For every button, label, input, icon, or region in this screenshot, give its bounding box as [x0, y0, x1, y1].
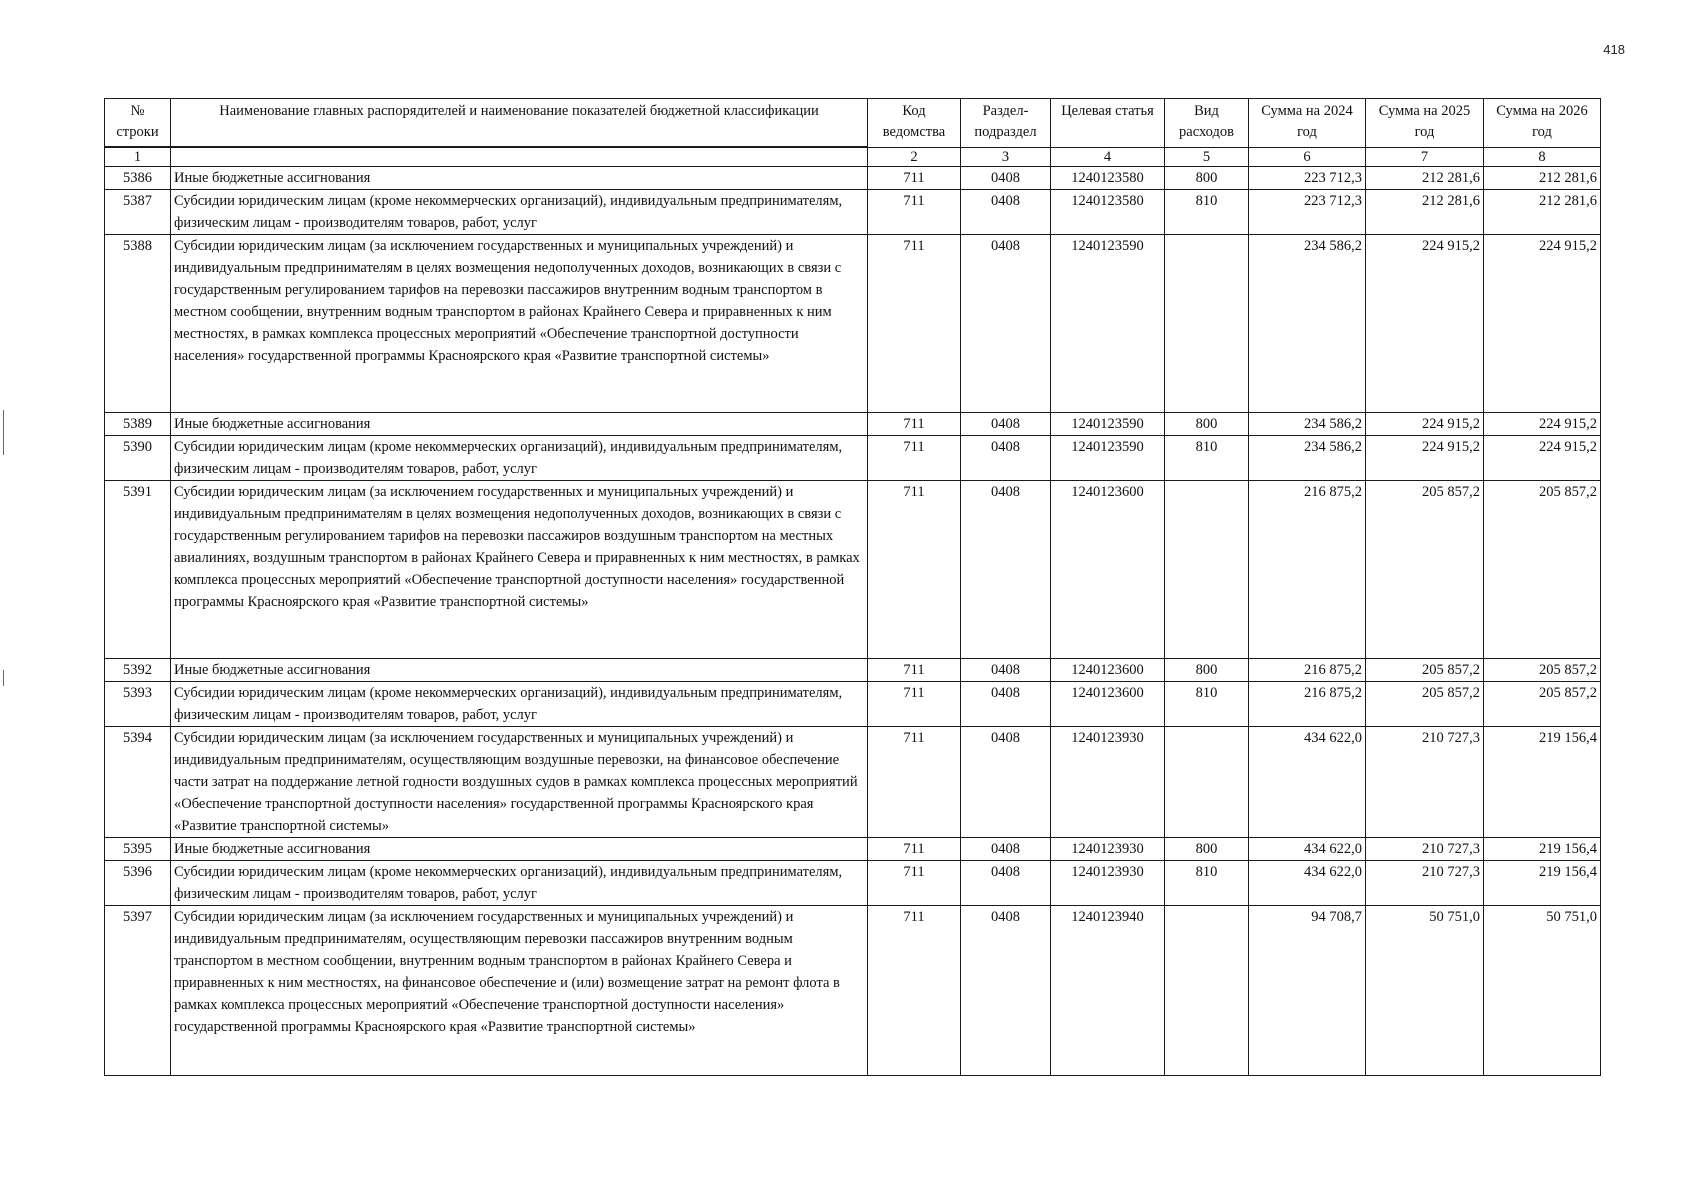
row-sum-2025: 212 281,6 — [1366, 190, 1484, 235]
row-section: 0408 — [961, 838, 1051, 861]
table-row — [105, 682, 1601, 727]
row-number: 5391 — [105, 481, 171, 659]
row-section: 0408 — [961, 727, 1051, 838]
row-sum-2025: 212 281,6 — [1366, 167, 1484, 190]
table-row — [105, 167, 1601, 190]
row-section: 0408 — [961, 190, 1051, 235]
row-target: 1240123930 — [1051, 727, 1165, 838]
row-sum-2026: 224 915,2 — [1484, 413, 1601, 436]
row-number: 5386 — [105, 167, 171, 190]
row-name: Субсидии юридическим лицам (за исключением государственных и муниципальных учреждений) и индивидуальным предпринимателям, осуществляющим воздушные перевозки, на финансовое обеспечение части затрат на поддержание летной годности воздушных судов в рамках комплекса процессных мероприятий «Обеспечение транспортной доступности населения» государственной программы Красноярского края «Развитие транспортной системы» — [171, 727, 868, 838]
row-sum-2024: 216 875,2 — [1249, 682, 1366, 727]
header-sum-2026: Сумма на 2026 год — [1484, 99, 1601, 148]
column-number — [171, 148, 868, 167]
table-header — [105, 99, 1601, 167]
row-sum-2025: 205 857,2 — [1366, 659, 1484, 682]
row-expense-type: 800 — [1165, 413, 1249, 436]
column-number: 2 — [868, 148, 961, 167]
column-number: 5 — [1165, 148, 1249, 167]
row-expense-type — [1165, 727, 1249, 838]
row-sum-2025: 210 727,3 — [1366, 727, 1484, 838]
row-sum-2024: 216 875,2 — [1249, 481, 1366, 659]
header-target-article: Целевая статья — [1051, 99, 1165, 148]
row-sum-2024: 434 622,0 — [1249, 861, 1366, 906]
row-sum-2026: 205 857,2 — [1484, 682, 1601, 727]
row-section: 0408 — [961, 861, 1051, 906]
table-row — [105, 727, 1601, 838]
row-number: 5394 — [105, 727, 171, 838]
row-name: Субсидии юридическим лицам (за исключением государственных и муниципальных учреждений) и индивидуальным предпринимателям в целях возмещения недополученных доходов, возникающих в связи с государственным регулированием тарифов на перевозки пассажиров воздушным транспортом на местных авиалиниях, воздушным транспортом в районах Крайнего Севера и приравненных к ним местностях, в рамках комплекса процессных мероприятий «Обеспечение транспортной доступности населения» государственной программы Красноярского края «Развитие транспортной системы» — [171, 481, 868, 659]
row-target: 1240123940 — [1051, 906, 1165, 1076]
table-row — [105, 235, 1601, 413]
row-name: Субсидии юридическим лицам (за исключением государственных и муниципальных учреждений) и индивидуальным предпринимателям в целях возмещения недополученных доходов, возникающих в связи с государственным регулированием тарифов на перевозки пассажиров внутренним водным транспортом в местном сообщении, внутренним водным транспортом в районах Крайнего Севера и приравненных к ним местностях, в рамках комплекса процессных мероприятий «Обеспечение транспортной доступности населения» государственной программы Красноярского края «Развитие транспортной системы» — [171, 235, 868, 413]
row-sum-2025: 224 915,2 — [1366, 413, 1484, 436]
row-sum-2026: 219 156,4 — [1484, 727, 1601, 838]
row-target: 1240123930 — [1051, 861, 1165, 906]
row-number: 5388 — [105, 235, 171, 413]
row-section: 0408 — [961, 659, 1051, 682]
header-name: Наименование главных распорядителей и наименование показателей бюджетной классификации — [171, 99, 868, 147]
row-name: Субсидии юридическим лицам (кроме некоммерческих организаций), индивидуальным предпринимателям, физическим лицам - производителям товаров, работ, услуг — [171, 861, 868, 906]
column-number: 4 — [1051, 148, 1165, 167]
row-dept-code: 711 — [868, 659, 961, 682]
row-target: 1240123580 — [1051, 167, 1165, 190]
row-expense-type: 800 — [1165, 167, 1249, 190]
row-name: Иные бюджетные ассигнования — [171, 838, 868, 861]
header-row-number: № строки — [105, 99, 171, 147]
row-expense-type — [1165, 235, 1249, 413]
row-sum-2025: 205 857,2 — [1366, 682, 1484, 727]
row-section: 0408 — [961, 413, 1051, 436]
page-number: 418 — [1603, 42, 1625, 57]
row-name: Субсидии юридическим лицам (кроме некоммерческих организаций), индивидуальным предпринимателям, физическим лицам - производителям товаров, работ, услуг — [171, 436, 868, 481]
row-dept-code: 711 — [868, 190, 961, 235]
table-row — [105, 838, 1601, 861]
row-name: Субсидии юридическим лицам (за исключением государственных и муниципальных учреждений) и индивидуальным предпринимателям, осуществляющим перевозки пассажиров внутренним водным транспортом в местном сообщении, внутренним водным транспортом в районах Крайнего Севера и приравненных к ним местностях, на финансовое обеспечение и (или) возмещение затрат на ремонт флота в рамках комплекса процессных мероприятий «Обеспечение транспортной доступности населения» государственной программы Красноярского края «Развитие транспортной системы» — [171, 906, 868, 1076]
row-sum-2026: 224 915,2 — [1484, 436, 1601, 481]
row-sum-2024: 234 586,2 — [1249, 235, 1366, 413]
row-name: Субсидии юридическим лицам (кроме некоммерческих организаций), индивидуальным предпринимателям, физическим лицам - производителям товаров, работ, услуг — [171, 190, 868, 235]
row-sum-2026: 212 281,6 — [1484, 167, 1601, 190]
row-expense-type: 810 — [1165, 436, 1249, 481]
row-sum-2025: 50 751,0 — [1366, 906, 1484, 1076]
row-sum-2025: 210 727,3 — [1366, 861, 1484, 906]
row-target: 1240123600 — [1051, 682, 1165, 727]
row-sum-2026: 50 751,0 — [1484, 906, 1601, 1076]
row-name: Иные бюджетные ассигнования — [171, 167, 868, 190]
table-row — [105, 481, 1601, 659]
row-dept-code: 711 — [868, 727, 961, 838]
header-sum-2025: Сумма на 2025 год — [1366, 99, 1484, 148]
header-dept-code: Код ведомства — [868, 99, 961, 148]
row-number: 5393 — [105, 682, 171, 727]
row-number: 5392 — [105, 659, 171, 682]
column-number: 1 — [105, 148, 171, 167]
column-number: 6 — [1249, 148, 1366, 167]
row-sum-2026: 212 281,6 — [1484, 190, 1601, 235]
row-section: 0408 — [961, 436, 1051, 481]
table-row — [105, 190, 1601, 235]
row-dept-code: 711 — [868, 235, 961, 413]
row-sum-2024: 234 586,2 — [1249, 413, 1366, 436]
row-target: 1240123600 — [1051, 481, 1165, 659]
row-sum-2026: 219 156,4 — [1484, 838, 1601, 861]
row-number: 5395 — [105, 838, 171, 861]
row-expense-type — [1165, 481, 1249, 659]
row-sum-2024: 223 712,3 — [1249, 190, 1366, 235]
column-numbers-row — [105, 148, 1601, 167]
column-number: 3 — [961, 148, 1051, 167]
row-sum-2025: 205 857,2 — [1366, 481, 1484, 659]
row-expense-type: 810 — [1165, 861, 1249, 906]
table-row — [105, 906, 1601, 1076]
row-sum-2026: 219 156,4 — [1484, 861, 1601, 906]
row-dept-code: 711 — [868, 838, 961, 861]
header-section: Раздел-подраздел — [961, 99, 1051, 148]
row-expense-type — [1165, 906, 1249, 1076]
budget-table — [104, 98, 1601, 1076]
row-sum-2025: 224 915,2 — [1366, 235, 1484, 413]
row-dept-code: 711 — [868, 436, 961, 481]
row-dept-code: 711 — [868, 167, 961, 190]
row-expense-type: 800 — [1165, 659, 1249, 682]
row-dept-code: 711 — [868, 682, 961, 727]
row-sum-2024: 94 708,7 — [1249, 906, 1366, 1076]
row-expense-type: 810 — [1165, 190, 1249, 235]
table-row — [105, 861, 1601, 906]
row-target: 1240123930 — [1051, 838, 1165, 861]
row-target: 1240123590 — [1051, 235, 1165, 413]
row-sum-2026: 205 857,2 — [1484, 481, 1601, 659]
table-body — [105, 167, 1601, 1076]
row-name: Субсидии юридическим лицам (кроме некоммерческих организаций), индивидуальным предпринимателям, физическим лицам - производителям товаров, работ, услуг — [171, 682, 868, 727]
scan-edge-mark — [3, 410, 4, 455]
row-sum-2024: 434 622,0 — [1249, 727, 1366, 838]
column-number: 7 — [1366, 148, 1484, 167]
row-target: 1240123590 — [1051, 436, 1165, 481]
row-target: 1240123590 — [1051, 413, 1165, 436]
row-expense-type: 800 — [1165, 838, 1249, 861]
row-target: 1240123600 — [1051, 659, 1165, 682]
row-dept-code: 711 — [868, 481, 961, 659]
row-section: 0408 — [961, 235, 1051, 413]
row-name: Иные бюджетные ассигнования — [171, 413, 868, 436]
row-expense-type: 810 — [1165, 682, 1249, 727]
row-number: 5389 — [105, 413, 171, 436]
header-expense-type: Вид расходов — [1165, 99, 1249, 148]
row-sum-2025: 210 727,3 — [1366, 838, 1484, 861]
row-sum-2024: 434 622,0 — [1249, 838, 1366, 861]
row-name: Иные бюджетные ассигнования — [171, 659, 868, 682]
row-section: 0408 — [961, 481, 1051, 659]
header-sum-2024: Сумма на 2024 год — [1249, 99, 1366, 148]
row-target: 1240123580 — [1051, 190, 1165, 235]
row-number: 5397 — [105, 906, 171, 1076]
row-sum-2026: 224 915,2 — [1484, 235, 1601, 413]
row-sum-2024: 216 875,2 — [1249, 659, 1366, 682]
row-sum-2024: 234 586,2 — [1249, 436, 1366, 481]
scan-edge-mark — [3, 670, 4, 686]
row-section: 0408 — [961, 906, 1051, 1076]
row-number: 5396 — [105, 861, 171, 906]
table-row — [105, 436, 1601, 481]
row-section: 0408 — [961, 682, 1051, 727]
column-number: 8 — [1484, 148, 1601, 167]
row-sum-2024: 223 712,3 — [1249, 167, 1366, 190]
row-number: 5390 — [105, 436, 171, 481]
table-row — [105, 659, 1601, 682]
table-row — [105, 413, 1601, 436]
row-dept-code: 711 — [868, 861, 961, 906]
row-dept-code: 711 — [868, 906, 961, 1076]
row-sum-2026: 205 857,2 — [1484, 659, 1601, 682]
row-sum-2025: 224 915,2 — [1366, 436, 1484, 481]
row-number: 5387 — [105, 190, 171, 235]
row-dept-code: 711 — [868, 413, 961, 436]
row-section: 0408 — [961, 167, 1051, 190]
